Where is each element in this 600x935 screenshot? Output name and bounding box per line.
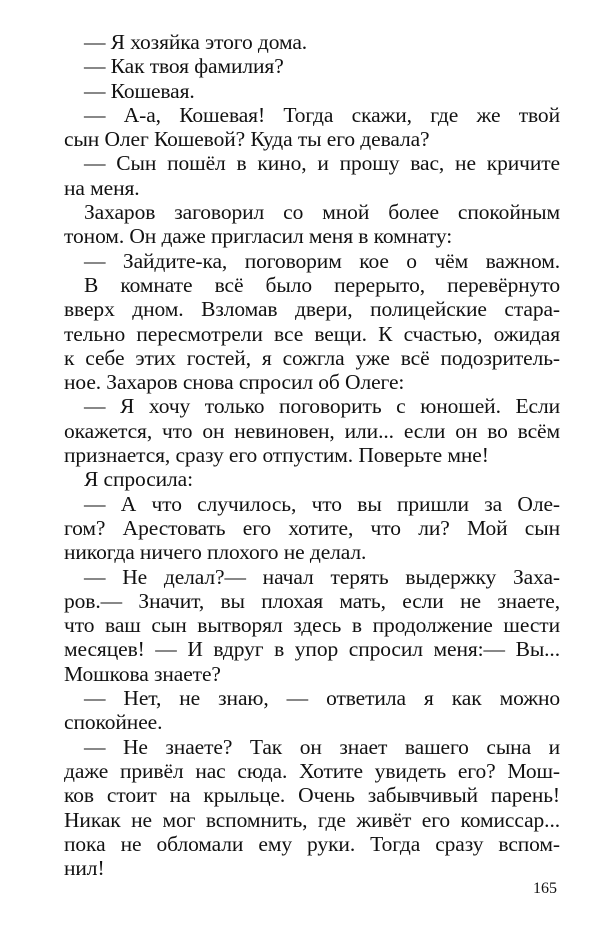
text-line: В комнате всё было перерыто, перевёрнуто [84, 272, 560, 297]
text-line: — Сын пошёл в кино, и прошу вас, не кричите [84, 151, 560, 176]
text-line: — Не знаете? Так он знает вашего сына и [84, 734, 560, 759]
text-line: — Как твоя фамилия? [84, 54, 284, 79]
text-line: Захаров заговорил со мной более спокойным [84, 200, 560, 225]
text-line: тельно пересмотрели все вещи. К счастью, ожидая [64, 321, 560, 346]
text-line: гом? Арестовать его хотите, что ли? Мой сын [64, 515, 560, 540]
text-line: спокойнее. [64, 710, 163, 735]
text-line: что ваш сын вытворял здесь в продолжение шести [64, 613, 560, 638]
text-line: никогда ничего плохого не делал. [64, 540, 367, 565]
text-line: ное. Захаров снова спросил об Олеге: [64, 370, 405, 395]
text-line: — Зайдите-ка, поговорим кое о чём важном. [84, 248, 560, 273]
text-line: Я спросила: [84, 467, 193, 492]
text-line: тоном. Он даже пригласил меня в комнату: [64, 224, 453, 249]
text-line: нил! [64, 856, 105, 881]
text-line: даже привёл нас сюда. Хотите увидеть его? Мош- [64, 758, 560, 783]
text-line: — Кошевая. [84, 78, 195, 103]
text-line: на меня. [64, 175, 140, 200]
text-line: признается, сразу его отпустим. Поверьте мне! [64, 443, 489, 468]
text-line: месяцев! — И вдруг в упор спросил меня:— Вы... [64, 637, 560, 662]
text-line: сын Олег Кошевой? Куда ты его девала? [64, 127, 430, 152]
text-line: окажется, что он невиновен, или... если он во всём [64, 418, 560, 443]
text-line: ров.— Значит, вы плохая мать, если не знаете, [64, 588, 560, 613]
text-line: Мошкова знаете? [64, 661, 221, 686]
text-line: ков стоит на крыльце. Очень забывчивый парень! [64, 783, 560, 808]
text-line: — Нет, не знаю, — ответила я как можно [84, 686, 560, 711]
text-line: вверх дном. Взломав двери, полицейские стара- [64, 297, 560, 322]
page-body [64, 30, 560, 880]
page-number: 165 [533, 880, 557, 897]
text-line: — А-а, Кошевая! Тогда скажи, где же твой [84, 102, 560, 127]
text-line: Никак не мог вспомнить, где живёт его комиссар... [64, 807, 560, 832]
text-line: пока не обломали ему руки. Тогда сразу вспом- [64, 831, 560, 856]
text-line: — Я хочу только поговорить с юношей. Если [84, 394, 560, 419]
text-line: — А что случилось, что вы пришли за Оле- [84, 491, 560, 516]
text-line: — Я хозяйка этого дома. [84, 30, 308, 54]
text-line: — Не делал?— начал терять выдержку Заха- [84, 564, 560, 589]
text-line: к себе этих гостей, я сожгла уже всё подозритель- [64, 345, 560, 370]
